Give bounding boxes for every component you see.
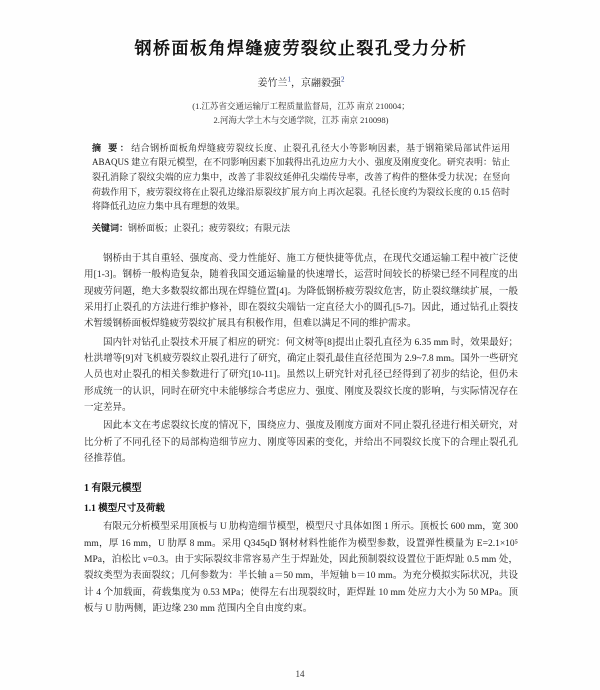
keywords-text: 钢桥面板；止裂孔；疲劳裂纹；有限元法 [128,222,291,233]
body-paragraph-1: 钢桥由于其自重轻、强度高、受力性能好、施工方便快捷等优点，在现代交通运输工程中被广泛使用[1-3]。钢桥一般构造复杂，随着我国交通运输量的快速增长，运营时间较长的桥梁已经不同程度的出现疲劳问题，绝大多数裂纹都出现在焊缝位置[4]。为降低钢桥疲劳裂纹危害，防止裂纹继续扩展，一般采用打止裂孔的方法进行维护修补，即在裂纹尖端钻一定直径大小的圆孔[5-7]。因此，通过钻孔止裂技术暂缓钢桥面板焊缝疲劳裂纹扩展具有积极作用，但难以满足不同的维护需求。 [84,254,518,330]
author-name-2: 京翮毅强 [301,78,341,89]
body-paragraph-2: 国内针对钻孔止裂技术开展了相应的研究：何文树等[8]提出止裂孔直径为 6.35 mm 时，效果最好；杜洪增等[9]对飞机疲劳裂纹止裂孔进行了研究，确定止裂孔最佳直径范围为 2.9~7.8 mm。国外一些研究人员也对止裂孔的相关参数进行了研究[10-11]。虽然以上研究针对孔径已经得到了初步的结论，但仍未形成统一的认识，同时在研究中未能够综合考虑应力、强度、刚度及裂纹长度的影响，与实际情况存在一定差异。 [84,337,518,414]
affiliation-block [84,99,518,128]
section-heading-1-1: 1.1 模型尺寸及荷载 [84,504,165,515]
body-paragraph-3: 因此本文在考虑裂纹长度的情况下，围绕应力、强度及刚度方面对不同止裂孔径进行相关研究，对比分析了不同孔径下的局部构造细节应力、刚度等因素的变化，并给出不同裂纹长度下的合理止裂孔孔径推荐值。 [84,421,518,465]
section-1-1-paragraph: 有限元分析模型采用顶板与 U 肋构造细节模型，模型尺寸具体如图 1 所示。顶板长 600 mm，宽 300 mm，厚 16 mm，U 肋厚 8 mm。采用 Q345qD 钢材材料性能作为模型参数，设置弹性模量为 E=2.1×10⁵ MPa，泊松比 ν=0.3。由于实际裂纹非常容易产生于焊趾处，因此预制裂纹设置位于距焊趾 0.5 mm 处，裂纹类型为表面裂纹；几何参数为：半长轴 a＝50 mm，半短轴 b＝10 mm。为充分模拟实际状况，共设计 4 个加载面，荷载集度为 0.53 MPa；使得左右出现裂纹时，距焊趾 10 mm 处应力大小为 50 MPa。顶板与 U 肋两侧，距边缘 230 mm 范围内全自由度约束。 [84,522,518,615]
keywords-block [92,221,510,235]
author-affil-mark-2: 2 [341,75,345,84]
section-heading-1: 1 有限元模型 [84,483,142,495]
affiliation-line-1: (1.江苏省交通运输厅工程质量监督局，江苏 南京 210004； [192,101,410,111]
abstract-label: 摘 要： [92,142,132,153]
author-separator: ， [291,78,301,89]
keywords-label: 关键词： [92,222,129,233]
author-line [84,74,518,89]
page-number: 14 [295,669,305,679]
paper-title: 钢桥面板角焊缝疲劳裂纹止裂孔受力分析 [134,39,468,58]
author-affil-mark-1: 1 [287,75,291,84]
abstract-block [92,141,510,214]
affiliation-line-2: 2.河海大学土木与交通学院，江苏 南京 210098) [213,115,389,126]
paper-body [84,251,518,617]
abstract-text: 结合钢桥面板角焊缝疲劳裂纹长度、止裂孔孔径大小等影响因素，基于钢箱梁局部试件运用 ABAQUS 建立有限元模型，在不同影响因素下加载得出孔边应力大小、强度及刚度变化。研究表明：钻止裂孔消除了裂纹尖端的应力集中，改善了非裂纹延伸孔尖端传导率，改善了构件的整体受力状况；在竖向荷载作用下，疲劳裂纹将在止裂孔边缘沿原裂纹扩展方向上再次起裂。孔径长度约为裂纹长度的 0.15 倍时将降低孔边应力集中具有理想的效果。 [92,142,510,212]
author-name-1: 姜竹兰 [257,78,288,89]
